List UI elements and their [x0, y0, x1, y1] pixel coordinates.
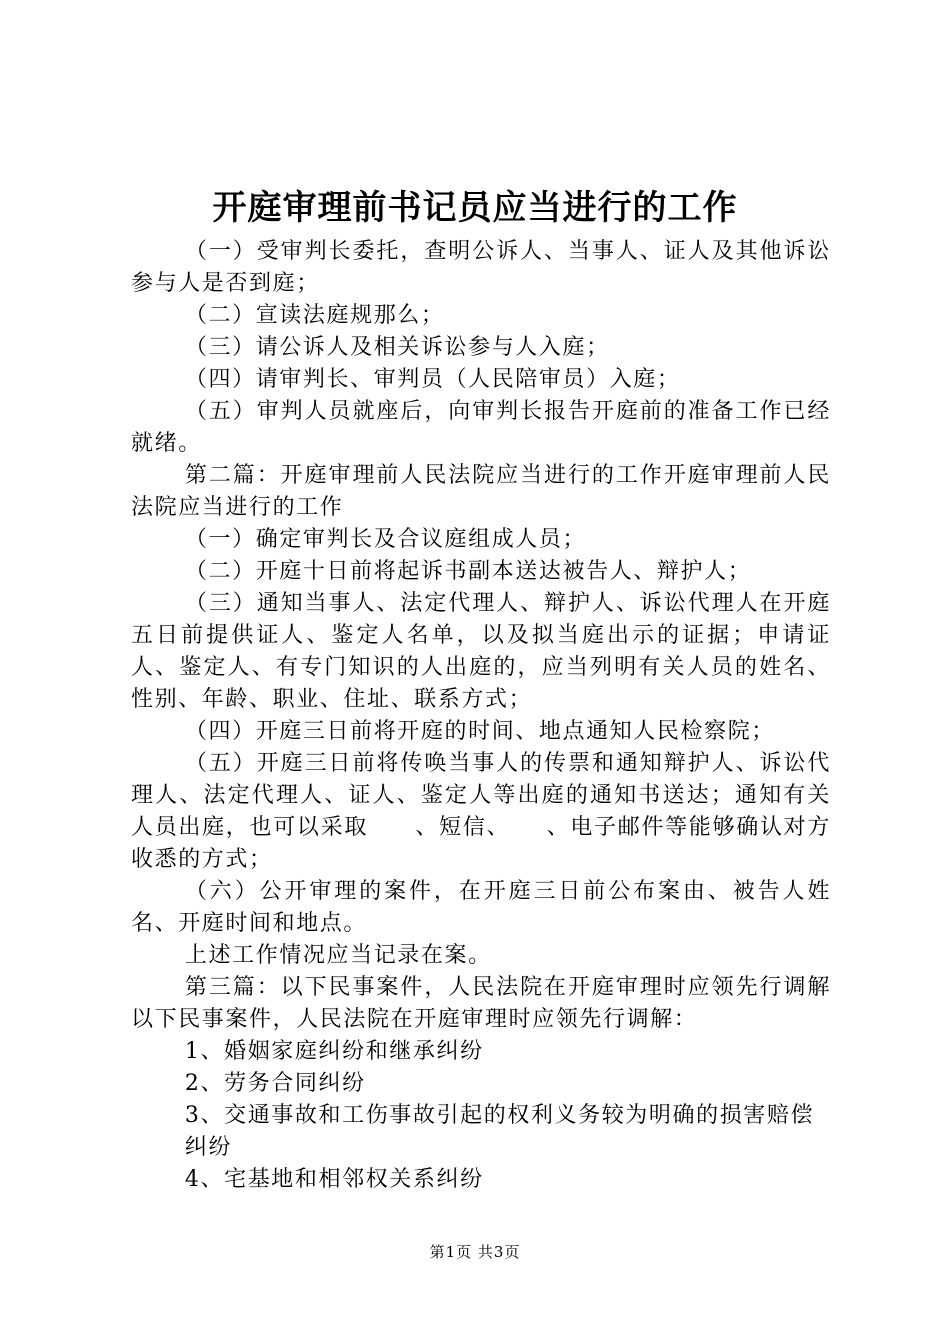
paragraph: （四）请审判长、审判员（人民陪审员）入庭；: [184, 367, 681, 392]
list-item: 4、宅基地和相邻权关系纠纷: [184, 1167, 484, 1192]
paragraph: （三）请公诉人及相关诉讼参与人入庭；: [184, 335, 610, 360]
paragraph: （二）宣读法庭规那么；: [184, 303, 445, 328]
page-number-footer: 第1页 共3页: [429, 1243, 521, 1261]
paragraph: （六）公开审理的案件，在开庭三日前公布案由、被告人姓名、开庭时间和地点。: [131, 879, 831, 936]
page-title: 开庭审理前书记员应当进行的工作: [212, 188, 738, 228]
paragraph: （三）通知当事人、法定代理人、辩护人、诉讼代理人在开庭五日前提供证人、鉴定人名单，以及拟当庭出示的证据；申请证人、鉴定人、有专门知识的人出庭的，应当列明有关人员的姓名、性别、年龄、职业、住址、联系方式；: [131, 591, 831, 712]
paragraph: （四）开庭三日前将开庭的时间、地点通知人民检察院；: [184, 719, 775, 744]
paragraph: （二）开庭十日前将起诉书副本送达被告人、辩护人；: [184, 559, 752, 584]
paragraph: （一）受审判长委托，查明公诉人、当事人、证人及其他诉讼参与人是否到庭；: [131, 239, 831, 296]
section-heading-paragraph: 第二篇：开庭审理前人民法院应当进行的工作开庭审理前人民法院应当进行的工作: [131, 463, 831, 520]
list-item: 1、婚姻家庭纠纷和继承纠纷: [184, 1039, 484, 1064]
paragraph: （五）审判人员就座后，向审判长报告开庭前的准备工作已经就绪。: [131, 399, 831, 456]
paragraph: （五）开庭三日前将传唤当事人的传票和通知辩护人、诉讼代理人、法定代理人、证人、鉴定人等出庭的通知书送达；通知有关人员出庭，也可以采取 、短信、 、电子邮件等能够确认对方收悉的方式；: [131, 751, 831, 872]
list-item: 3、交通事故和工伤事故引起的权利义务较为明确的损害赔偿: [184, 1103, 815, 1128]
list-item: 2、劳务合同纠纷: [184, 1071, 366, 1096]
document-body: [131, 236, 831, 1196]
paragraph: 上述工作情况应当记录在案。: [184, 943, 492, 968]
paragraph: （一）确定审判长及合议庭组成人员；: [184, 527, 587, 552]
list-item-continuation: 纠纷: [184, 1135, 233, 1160]
section-heading-paragraph: 第三篇：以下民事案件，人民法院在开庭审理时应领先行调解以下民事案件，人民法院在开庭审理时应领先行调解：: [131, 975, 831, 1032]
